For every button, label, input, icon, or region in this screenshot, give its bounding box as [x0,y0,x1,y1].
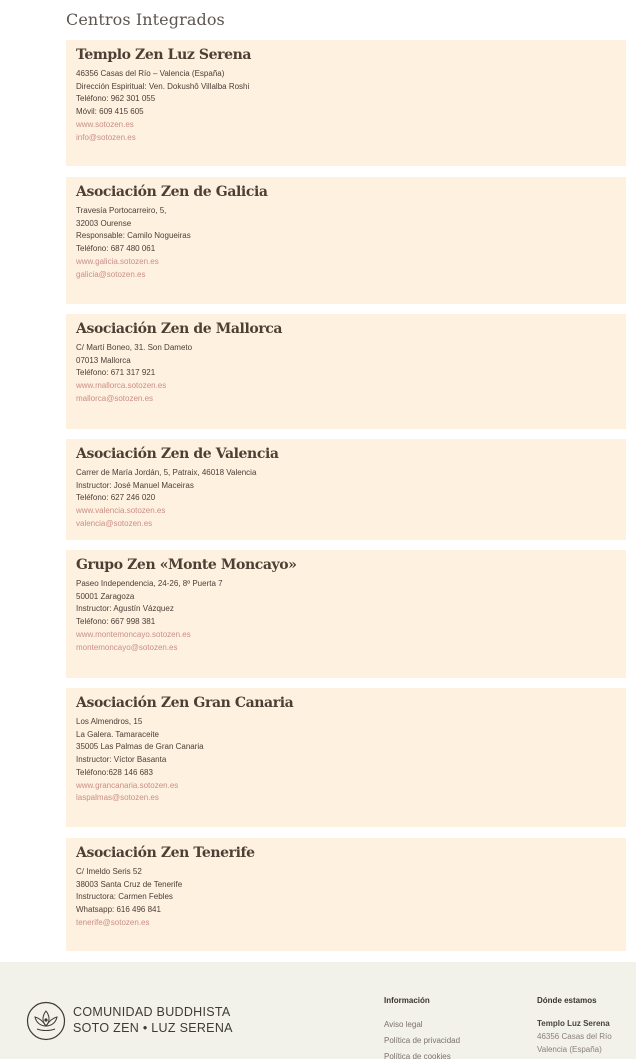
center-detail: Instructor: Víctor Basanta [76,755,167,765]
center-website-link[interactable]: www.sotozen.es [76,119,134,129]
center-title: Asociación Zen de Galicia [76,184,268,200]
center-title: Asociación Zen de Valencia [76,446,279,462]
center-email-link[interactable]: mallorca@sotozen.es [76,393,154,403]
lotus-logo-icon[interactable] [26,1001,66,1041]
center-website-link[interactable]: www.mallorca.sotozen.es [76,381,167,391]
center-postal: 50001 Zaragoza [76,591,135,601]
center-card [66,688,626,827]
footer-info-title: Información [384,996,430,1005]
center-detail: Instructora: Carmen Febles [76,892,173,902]
center-postal: 07013 Mallorca [76,355,131,365]
center-phone: Teléfono:628 146 683 [76,767,153,777]
center-address: C/ Imeldo Seris 52 [76,867,142,876]
center-detail: Responsable: Camilo Nogueiras [76,231,191,241]
logo-text-line1: COMUNIDAD BUDDHISTA [73,1005,231,1019]
center-mobile: Móvil: 609 415 605 [76,107,144,117]
center-website-link[interactable]: www.montemoncayo.sotozen.es [76,629,191,639]
center-card [66,439,626,540]
center-email-link[interactable]: valencia@sotozen.es [76,518,153,528]
center-title: Asociación Zen de Mallorca [76,321,283,337]
center-website-link[interactable]: www.valencia.sotozen.es [76,506,166,516]
center-address: C/ Martí Boneo, 31. Son Dameto [76,343,193,352]
section-title: Centros Integrados [66,10,225,29]
footer-where-name: Templo Luz Serena [537,1019,610,1028]
center-email-link[interactable]: montemoncayo@sotozen.es [76,642,178,652]
center-detail: Instructor: Agustín Vázquez [76,604,174,614]
footer-where-line2: Valencia (España) [537,1045,602,1054]
center-address-2: La Galera. Tamaraceite [76,729,160,739]
center-card [66,40,626,166]
center-phone: Teléfono: 687 480 061 [76,244,156,254]
center-card [66,550,626,678]
center-phone: Teléfono: 962 301 055 [76,94,156,104]
footer-link-privacy[interactable]: Política de privacidad [384,1036,461,1045]
center-detail: Dirección Espiritual: Ven. Dokushô Villalba Roshi [76,81,250,91]
footer-link-legal[interactable]: Aviso legal [384,1020,423,1029]
center-phone: Teléfono: 667 998 381 [76,617,156,627]
center-email-link[interactable]: galicia@sotozen.es [76,269,146,279]
center-email-link[interactable]: info@sotozen.es [76,132,136,142]
center-phone: Whatsapp: 616 496 841 [76,905,161,915]
center-postal: 32003 Ourense [76,218,132,228]
footer [0,962,636,1059]
center-postal: 35005 Las Palmas de Gran Canaria [76,742,204,752]
footer-link-cookies[interactable]: Política de cookies [384,1052,451,1059]
center-phone: Teléfono: 627 246 020 [76,493,156,503]
center-title: Templo Zen Luz Serena [76,47,252,63]
center-card [66,177,626,304]
center-phone: Teléfono: 671 317 921 [76,368,156,378]
center-title: Grupo Zen «Monte Moncayo» [76,557,297,573]
footer-where-line1: 46356 Casas del Río [537,1032,612,1041]
footer-where-title: Dónde estamos [537,996,597,1005]
center-website-link[interactable]: www.grancanaria.sotozen.es [76,780,179,790]
center-title: Asociación Zen Gran Canaria [76,695,294,711]
center-detail: Instructor: José Manuel Maceiras [76,480,194,490]
center-card [66,838,626,951]
center-email-link[interactable]: laspalmas@sotozen.es [76,793,159,803]
center-address: Paseo Independencia, 24-26, 8º Puerta 7 [76,579,223,588]
center-title: Asociación Zen Tenerife [76,845,255,861]
center-address: Los Almendros, 15 [76,717,143,726]
logo-text-line2: SOTO ZEN • LUZ SERENA [73,1021,233,1035]
center-address: Carrer de María Jordán, 5, Patraix, 46018 Valencia [76,468,257,477]
center-email-link[interactable]: tenerife@sotozen.es [76,917,150,927]
center-address: Travesía Portocarreiro, 5, [76,206,167,215]
center-card [66,314,626,429]
center-website-link[interactable]: www.galicia.sotozen.es [76,256,159,266]
center-postal: 38003 Santa Cruz de Tenerife [76,879,183,889]
center-address: 46356 Casas del Río – Valencia (España) [76,69,225,78]
